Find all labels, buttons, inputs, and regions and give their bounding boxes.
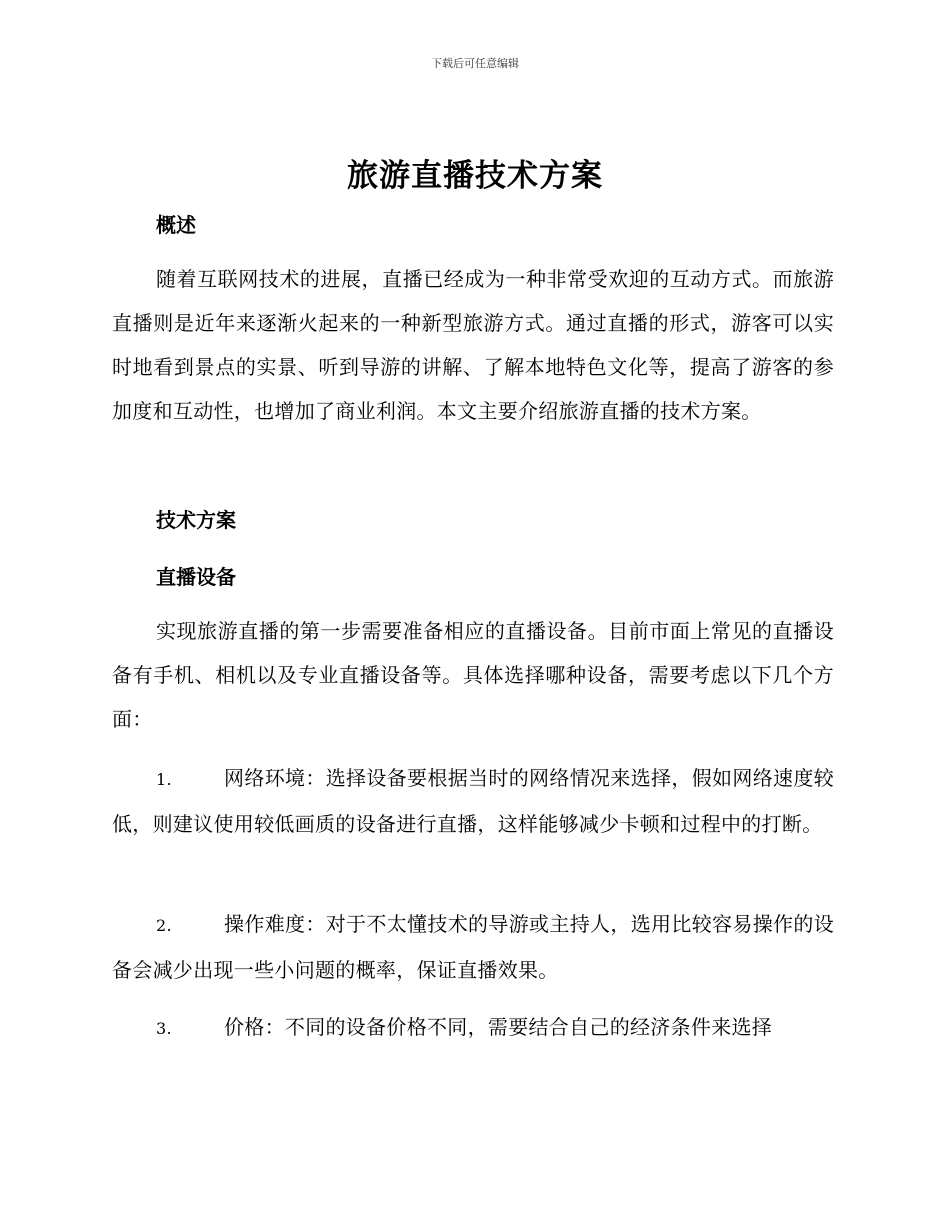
list-item: [112, 902, 834, 993]
list-item-number: 3.: [156, 1019, 172, 1038]
list-item-text: 操作难度：对于不太懂技术的导游或主持人，选用比较容易操作的设备会减少出现一些小问题的概率，保证直播效果。: [112, 912, 834, 982]
list-item-text: 价格：不同的设备价格不同，需要结合自己的经济条件来选择: [224, 1015, 773, 1039]
list-item: [112, 756, 834, 847]
section-heading-overview: 概述: [156, 213, 196, 237]
list-item: [112, 1005, 834, 1051]
list-item-number: 1.: [156, 770, 172, 789]
overview-paragraph: 随着互联网技术的进展，直播已经成为一种非常受欢迎的互动方式。而旅游直播则是近年来逐渐火起来的一种新型旅游方式。通过直播的形式，游客可以实时地看到景点的实景、听到导游的讲解、了解本地特色文化等，提高了游客的参加度和互动性，也增加了商业利润。本文主要介绍旅游直播的技术方案。: [112, 267, 834, 423]
section-heading-tech: 技术方案: [156, 508, 236, 532]
section-heading-equipment: 直播设备: [156, 565, 236, 589]
list-item-number: 2.: [156, 916, 172, 935]
header-note: 下载后可任意编辑: [431, 57, 519, 70]
list-item-text: 网络环境：选择设备要根据当时的网络情况来选择，假如网络速度较低，则建议使用较低画质的设备进行直播，这样能够减少卡顿和过程中的打断。: [112, 766, 834, 836]
equipment-paragraph: 实现旅游直播的第一步需要准备相应的直播设备。目前市面上常见的直播设备有手机、相机以及专业直播设备等。具体选择哪种设备，需要考虑以下几个方面：: [112, 619, 834, 731]
page-title: 旅游直播技术方案: [347, 158, 603, 194]
